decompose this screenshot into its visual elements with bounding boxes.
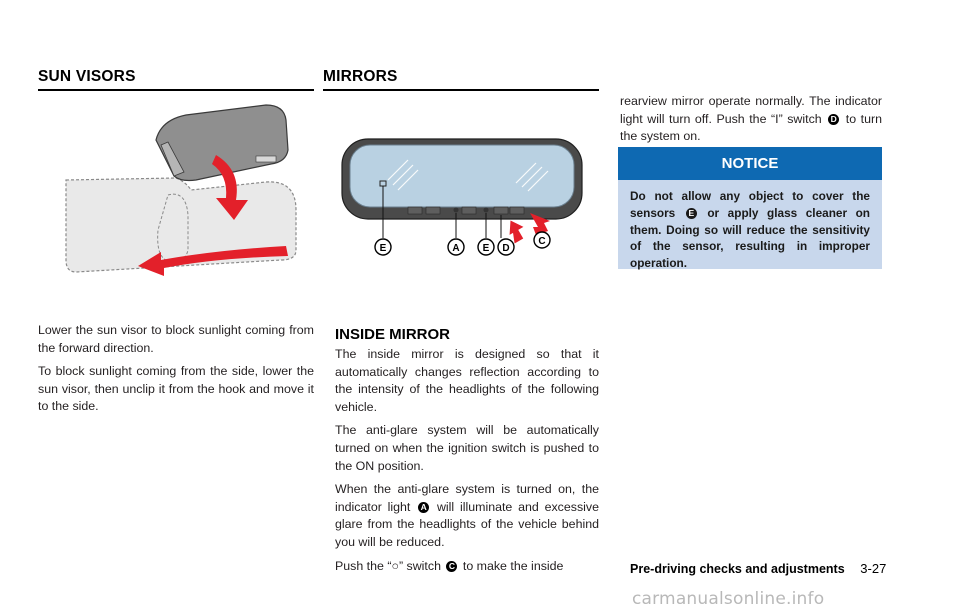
mirrors-heading: MIRRORS: [323, 68, 398, 85]
col3-para-start: rearview mirror operate normally. The indicator light will turn off. Push the “I” switch: [620, 94, 882, 126]
sun-visors-para-2: To block sunlight coming from the side, lower the sun visor, then unclip it from the hook and move it to the side.: [38, 364, 314, 414]
mirrors-rule: [323, 89, 599, 91]
para-4-start: Push the “: [335, 558, 392, 573]
ref-a-marker: A: [418, 502, 429, 513]
notice-text-end: or apply glass cleaner on them. Doing so will reduce the sensitivity of the sensor, resulting in improper operation.: [630, 205, 870, 271]
para-4-end: to make the inside: [462, 558, 564, 573]
col3-para: [620, 93, 882, 146]
sun-visor-illustration: [56, 100, 306, 300]
inside-mirror-text: [335, 346, 599, 581]
para-3-end: will illuminate and excessive glare from the headlights of the vehicle behind you will be reduced.: [335, 499, 599, 549]
sun-visors-heading: SUN VISORS: [38, 68, 136, 85]
inside-mirror-para-2: The anti-glare system will be automatically turned on when the ignition switch is pushed to the ON position.: [335, 423, 599, 473]
sun-visors-para-1: Lower the sun visor to block sunlight coming from the forward direction.: [38, 323, 314, 355]
notice-title: NOTICE: [618, 147, 882, 180]
col3-text: [620, 93, 882, 152]
inside-mirror-para-1: The inside mirror is designed so that it automatically changes reflection according to the intensity of the headlights of the following vehicle.: [335, 347, 599, 414]
figure-label-e2: E: [482, 243, 490, 254]
inside-mirror-para-4: [335, 558, 599, 576]
footer-page-number: 3-27: [860, 561, 887, 576]
figure-label-e1: E: [379, 243, 387, 254]
footer-section-title: Pre-driving checks and adjustments: [630, 562, 845, 576]
notice-text: [618, 180, 882, 272]
auto-switch-symbol: ○: [391, 558, 399, 573]
inside-mirror-illustration: [338, 135, 588, 265]
ref-d-marker: D: [828, 114, 839, 125]
figure-label-a: A: [452, 243, 460, 254]
ref-c-marker: C: [446, 561, 457, 572]
notice-text-start: Do not allow any object to cover the sensors: [630, 189, 870, 220]
para-3-start: When the anti-glare system is turned on, the indicator light: [335, 482, 599, 514]
col3-para-end: to turn the system on.: [620, 111, 882, 144]
sun-visors-text: [38, 322, 314, 422]
sun-visors-rule: [38, 89, 314, 91]
figure-label-c: C: [538, 236, 546, 247]
page-footer: [630, 561, 886, 576]
para-4-mid: ” switch: [398, 558, 441, 573]
ref-e-marker: E: [686, 208, 697, 219]
watermark: carmanualsonline.info: [632, 589, 825, 609]
figure-label-d: D: [502, 243, 510, 254]
notice-box: [618, 147, 882, 269]
inside-mirror-subheading: INSIDE MIRROR: [335, 326, 451, 343]
inside-mirror-para-3: [335, 481, 599, 551]
